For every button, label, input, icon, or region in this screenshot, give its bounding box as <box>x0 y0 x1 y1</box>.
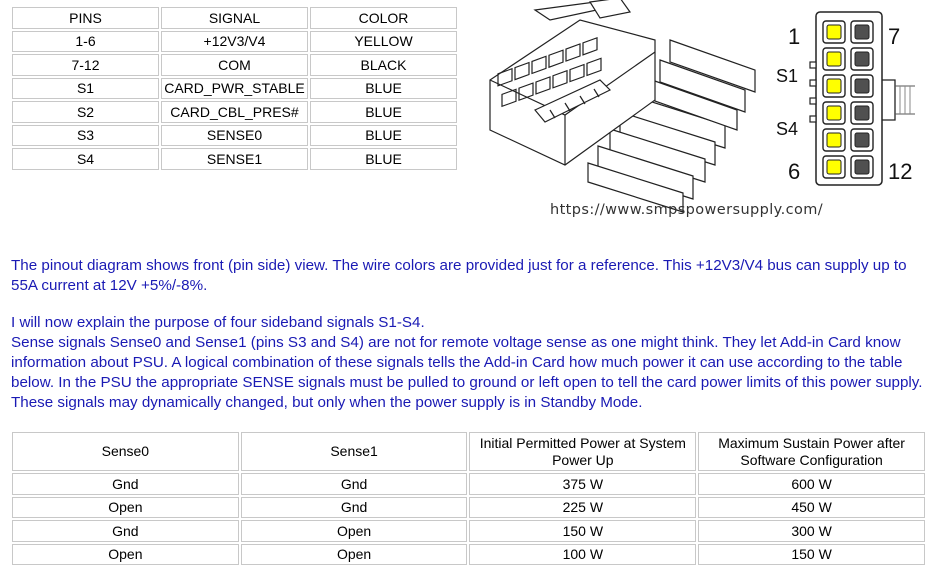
explanation-intro: I will now explain the purpose of four sideband signals S1-S4. <box>11 314 425 331</box>
table-cell: BLUE <box>310 101 457 123</box>
power-table <box>10 430 927 567</box>
black-pin <box>855 160 869 174</box>
table-row <box>12 473 925 495</box>
description-paragraph: The pinout diagram shows front (pin side) view. The wire colors are provided just for a reference. This +12V3/V4 bus can supply up to 55A current at 12V +5%/-8%. <box>11 257 907 294</box>
table-cell: S1 <box>12 78 159 100</box>
table-cell: 450 W <box>698 497 925 519</box>
table-cell: S2 <box>12 101 159 123</box>
table-row <box>12 520 925 542</box>
table-cell: S3 <box>12 125 159 147</box>
table-row <box>12 544 925 566</box>
black-pin <box>855 25 869 39</box>
header-cell: PINS <box>12 7 159 29</box>
header-cell: Initial Permitted Power at System Power Up <box>469 432 696 471</box>
table-row <box>12 54 457 76</box>
table-cell: Open <box>12 497 239 519</box>
header-cell: Sense1 <box>241 432 468 471</box>
sideband-pin <box>810 80 816 86</box>
yellow-pin <box>827 79 841 93</box>
sideband-pin <box>810 116 816 122</box>
table-cell: SENSE0 <box>161 125 308 147</box>
connector-3d-illustration <box>490 0 755 212</box>
pin-label-12: 12 <box>888 159 913 184</box>
explanation-paragraph <box>11 313 926 413</box>
table-cell: Gnd <box>12 473 239 495</box>
pin-table <box>10 5 459 172</box>
pin-label-1: 1 <box>788 24 801 49</box>
table-cell: Gnd <box>12 520 239 542</box>
table-row <box>12 31 457 53</box>
pin-label-s4: S4 <box>776 119 799 139</box>
black-pin <box>855 79 869 93</box>
table-cell: BLUE <box>310 78 457 100</box>
table-cell: CARD_PWR_STABLE <box>161 78 308 100</box>
table-cell: BLUE <box>310 148 457 170</box>
table-cell: Open <box>12 544 239 566</box>
table-row <box>12 148 457 170</box>
header-cell: Sense0 <box>12 432 239 471</box>
black-pin <box>855 52 869 66</box>
table-cell: 100 W <box>469 544 696 566</box>
black-pin <box>855 106 869 120</box>
pin-label-7: 7 <box>888 24 901 49</box>
explanation-body: Sense signals Sense0 and Sense1 (pins S3 and S4) are not for remote voltage sense as one might think. They let Add-in Card know information about PSU. A logical combination of these signals tells the Add-in Card how much power it can use according to the table below. In the PSU the appropriate SENSE signals must be pulled to ground or left open to tell the card power limits of this power supply. These signals may dynamically changed, but only when the power supply is in Standby Mode. <box>11 334 923 411</box>
header-cell: COLOR <box>310 7 457 29</box>
table-cell: Gnd <box>241 497 468 519</box>
header-cell: SIGNAL <box>161 7 308 29</box>
source-url: https://www.smpspowersupply.com/ <box>550 202 824 218</box>
yellow-pin <box>827 25 841 39</box>
table-cell: YELLOW <box>310 31 457 53</box>
table-cell: SENSE1 <box>161 148 308 170</box>
table-cell: COM <box>161 54 308 76</box>
yellow-pin <box>827 106 841 120</box>
table-cell: CARD_CBL_PRES# <box>161 101 308 123</box>
table-cell: Open <box>241 544 468 566</box>
table-cell: +12V3/V4 <box>161 31 308 53</box>
black-pin <box>855 133 869 147</box>
table-cell: 225 W <box>469 497 696 519</box>
table-cell: Gnd <box>241 473 468 495</box>
table-cell: 375 W <box>469 473 696 495</box>
table-cell: BLUE <box>310 125 457 147</box>
yellow-pin <box>827 133 841 147</box>
sideband-pin <box>810 62 816 68</box>
table-row <box>12 497 925 519</box>
table-cell: 600 W <box>698 473 925 495</box>
header-cell: Maximum Sustain Power after Software Configuration <box>698 432 925 471</box>
table-row <box>12 78 457 100</box>
pin-label-6: 6 <box>788 159 801 184</box>
table-cell: 150 W <box>469 520 696 542</box>
table-cell: S4 <box>12 148 159 170</box>
table-cell: Open <box>241 520 468 542</box>
yellow-pin <box>827 160 841 174</box>
table-row <box>12 125 457 147</box>
table-cell: BLACK <box>310 54 457 76</box>
connector-diagram <box>470 0 930 225</box>
pin-label-s1: S1 <box>776 66 799 86</box>
table-cell: 7-12 <box>12 54 159 76</box>
sideband-pin <box>810 98 816 104</box>
table-row <box>12 101 457 123</box>
table-cell: 1-6 <box>12 31 159 53</box>
table-header-row <box>12 432 925 471</box>
table-cell: 150 W <box>698 544 925 566</box>
table-header-row <box>12 7 457 29</box>
table-cell: 300 W <box>698 520 925 542</box>
yellow-pin <box>827 52 841 66</box>
